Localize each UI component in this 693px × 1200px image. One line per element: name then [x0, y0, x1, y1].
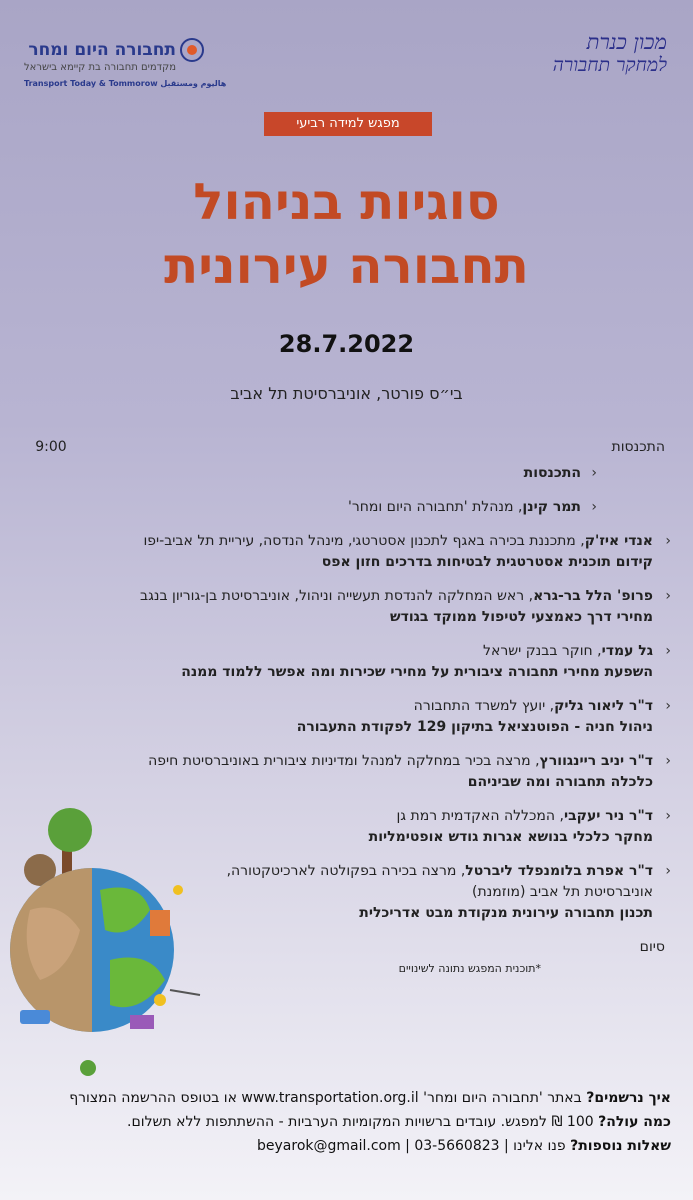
registration-question: איך נרשמים? — [586, 1090, 671, 1106]
chevron-left-icon: ‹ — [591, 499, 597, 515]
agenda-item-topic: מחקר כלכלי בנושא אגרות גודש אופטימליות — [368, 829, 653, 845]
agenda-item — [21, 497, 671, 518]
agenda-item-role: , יועץ למשרד התחבורה — [413, 698, 555, 714]
agenda-item — [21, 586, 671, 628]
logo-left-name: תחבורה היום ומחר — [28, 40, 176, 60]
agenda-item — [21, 751, 671, 793]
agenda-item — [21, 531, 671, 573]
event-date: 28.7.2022 — [278, 330, 415, 358]
event-venue: בי״ס פורטר, אוניברסיטת תל אביב — [230, 384, 463, 403]
agenda-item-topic: ניהול חניה - הפוטנציאל בתיקון 129 לפקודת התעבורה — [296, 719, 653, 735]
agenda-item-role: , ראש המחלקה להנדסת תעשייה וניהול, אוניברסיטת בן-גוריון בנגב — [140, 588, 534, 604]
agenda-item-topic: תכנון תחבורה עירונית מנקודת מבט אדריכלית — [359, 905, 653, 921]
chevron-left-icon: ‹ — [665, 588, 671, 604]
chevron-left-icon: ‹ — [665, 698, 671, 714]
agenda-item-topic: השפעת מחירי תחבורה ציבורית על מחירי שכירות ומה אפשר ללמוד ממנה — [181, 664, 653, 680]
chevron-left-icon: ‹ — [665, 753, 671, 769]
footer-contact — [11, 1134, 671, 1158]
title-line-2: תחבורה עירונית — [164, 237, 529, 295]
agenda-item-topic: קידום תוכנית אסטרטגית לבטיחות בדרכים חזון אפס — [321, 554, 653, 570]
agenda-item-role: , חוקר בבנק ישראל — [483, 643, 602, 659]
transport-today-logo — [23, 28, 227, 92]
cost-answer: 100 ₪ למפגש. עובדים ברשויות המקומיות הערביות - ההשתתפות ללא תשלום. — [127, 1114, 599, 1130]
footer-registration — [11, 1086, 671, 1110]
agenda-item-name: ד"ר ליאור גליק — [554, 698, 653, 714]
title-line-1: סוגיות בניהול — [193, 173, 500, 231]
agenda-item — [21, 463, 671, 484]
agenda-item-role: , מנהלת 'תחבורה היום ומחר' — [347, 499, 523, 515]
footer — [11, 1086, 671, 1158]
agenda-item-topic: מחירי דרך כאמצעי לטיפול ממוקד בגודש — [389, 609, 653, 625]
agenda-item-role: , המכללה האקדמית רמת גן — [396, 808, 564, 824]
chevron-left-icon: ‹ — [665, 643, 671, 659]
agenda-item — [21, 641, 671, 683]
agenda-item-name: ד"ר יניב ריינגוורץ — [539, 753, 653, 769]
agenda-item-role: , מתכננת בכירה באגף לתכנון אסטרטגי, מינהל הנדסה, עיריית תל אביב-יפו — [143, 533, 585, 549]
agenda-start-time: 9:00 — [35, 439, 67, 455]
schedule-note: *תוכנית המפגש נתונה לשינויים — [398, 962, 541, 975]
agenda-item-name: תמר קינן — [522, 499, 581, 515]
logo-left-english: Transport Today & Tommorow هاليوم ومستقبل — [24, 79, 227, 88]
session-badge: מפגש למידה רביעי — [264, 112, 432, 136]
agenda-item-name: ד"ר אפרת בלומנפלד ליברטל — [465, 863, 653, 879]
agenda-end-label: סיום — [639, 939, 665, 955]
agenda-item-name: פרופ' הלל בר-גרא — [533, 588, 653, 604]
footer-cost — [11, 1110, 671, 1134]
agenda-start-label: התכנסות — [611, 439, 665, 455]
contact-answer[interactable]: פנו אלינו | 03-5660823 | beyarok@gmail.com — [257, 1138, 571, 1154]
agenda-item-role: , מרצה בכירה בפקולטה לארכיטקטורה, אוניברסיטת תל אביב (מוזמנת) — [226, 863, 653, 900]
agenda-item-name: ד"ר ניר יעקבי — [563, 808, 653, 824]
chevron-left-icon: ‹ — [665, 863, 671, 879]
chevron-left-icon: ‹ — [665, 808, 671, 824]
registration-answer[interactable]: באתר 'תחבורה היום ומחר' www.transportation.org.il או בטופס ההרשמה המצורף — [69, 1090, 587, 1106]
contact-question: שאלות נוספות? — [570, 1138, 671, 1154]
logo-left-subtitle: מקדמים תחבורה בת קיימא בישראל — [23, 62, 176, 73]
logo-right-line2: למחקר תחבורה — [552, 54, 667, 76]
agenda-item — [21, 696, 671, 738]
page-title — [40, 170, 653, 298]
kinneret-institute-logo — [497, 30, 667, 76]
chevron-left-icon: ‹ — [665, 533, 671, 549]
agenda-item-name: גל עמדי — [601, 643, 653, 659]
globe-illustration — [0, 800, 210, 1090]
agenda-item-name: אנדי איז'ק — [584, 533, 653, 549]
bicycle-logo-icon — [180, 38, 204, 62]
chevron-left-icon: ‹ — [591, 465, 597, 481]
logo-right-line1: מכון כנרת — [586, 30, 667, 54]
agenda-start-row — [21, 437, 671, 457]
agenda-item-role: , מרצה בכיר במחלקה למנהל ומדיניות ציבורית באוניברסיטת חיפה — [148, 753, 540, 769]
agenda-item-topic: כלכלה תחבורה ומה שביניהם — [467, 774, 653, 790]
cost-question: כמה עולה? — [598, 1114, 671, 1130]
agenda-item-name: התכנסות — [523, 465, 581, 481]
